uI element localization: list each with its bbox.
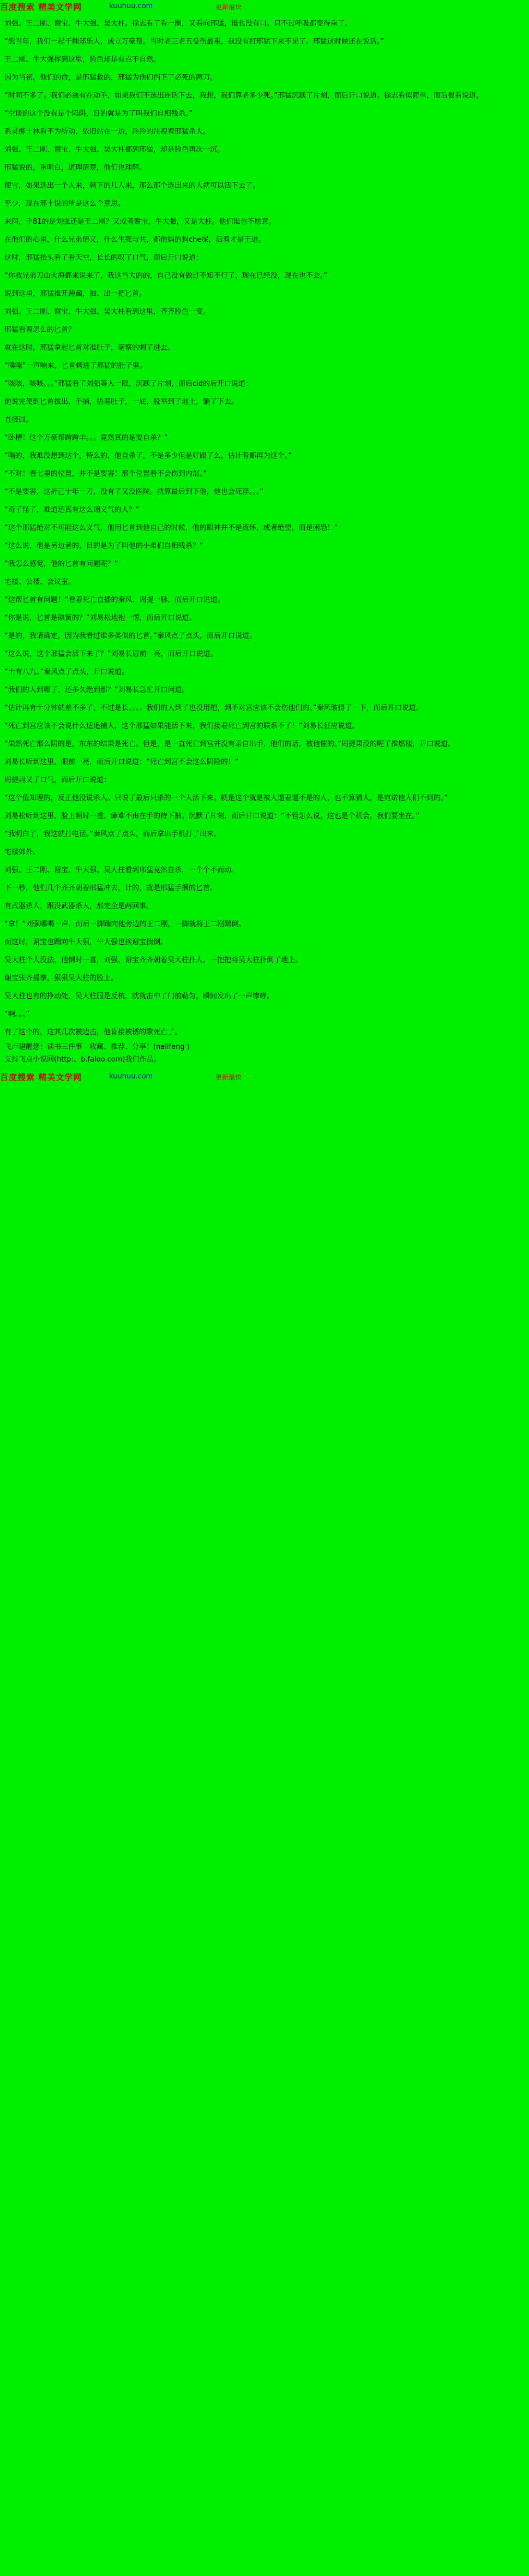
paragraph-spacer bbox=[4, 481, 525, 487]
paragraph-spacer bbox=[4, 211, 525, 217]
paragraph: 有了这个的，这其几次被边击，他肯接被锈的歌死亡了。 bbox=[4, 1028, 182, 1036]
promo-line bbox=[4, 1042, 525, 1052]
paragraph: “不对！看七里的位置，并不是要害！那个位置看不会伤到内部。” bbox=[4, 470, 207, 478]
paragraph: “时间不多了。我们必须有在动手，如果我们不选出连话下去，我想，我们算老多少死。”邢猛沉默了片刻，而后开口说道。徐志看似简单，而后很看说道。 bbox=[4, 92, 483, 100]
paragraph: “不是要害，这折己十年一刀，没有了又没医院。就算最后到下他，他也会死浮。。。” bbox=[4, 488, 263, 496]
paragraph: “空谈的这个没有是个陷阱，目的就是为了叫我们自相残杀。” bbox=[4, 110, 193, 118]
paragraph-spacer bbox=[4, 914, 525, 919]
paragraph: “死亡到宫应该不会说什么适追捕人，这个邢猛如果能活下来，我们接着死亡到宫的联系不了！”刘易长征应说道。 bbox=[4, 722, 359, 730]
paragraph-spacer bbox=[4, 31, 525, 37]
paragraph: “我明白了，我这就打电话。”秦风点了点头，而后拿出手机打了出来。 bbox=[4, 830, 221, 838]
paragraph-spacer bbox=[4, 1022, 525, 1027]
paragraph-spacer bbox=[4, 715, 525, 721]
paragraph-spacer bbox=[4, 337, 525, 343]
paragraph: “是的，我请确定，因为我看过谁多类似的匕首。”秦风点了点头，而后开口说道。 bbox=[4, 632, 256, 640]
paragraph-spacer bbox=[4, 806, 525, 811]
paragraph-spacer bbox=[4, 932, 525, 937]
paragraph-spacer bbox=[4, 445, 525, 451]
header-tagline: 更新最快 bbox=[215, 3, 242, 11]
paragraph: “你是说，匕首是碘簧的？”刘易松地抱一愣，而后开口说道。 bbox=[4, 614, 196, 622]
paragraph: 使宝，如果选出一个人来，剩下的几人来，那么那个选出来的人就可以活下去了。 bbox=[4, 182, 260, 190]
paragraph-spacer bbox=[4, 643, 525, 649]
paragraph-spacer bbox=[4, 427, 525, 433]
paragraph: “这个值知理的，反正他没说杀人。只说了最后只杀的一个人活下来。就是这个就是被人逼着逼不是的人，也不算猜人，是宛诺他人们不到的。” bbox=[4, 794, 448, 802]
paragraph: 至少，现在邢十说的所是这么个意思。 bbox=[4, 200, 125, 208]
paragraph-spacer bbox=[4, 319, 525, 325]
promo-link[interactable]: naiifeng bbox=[156, 1043, 185, 1051]
chapter-body bbox=[0, 16, 529, 1041]
paragraph-spacer bbox=[4, 553, 525, 559]
novel-page bbox=[0, 0, 529, 1086]
paragraph-spacer bbox=[4, 193, 525, 199]
paragraph: 这时，邢猛抬头看了看天空，长长的叹了口气，而后开口说道： bbox=[4, 254, 203, 262]
paragraph: “我怎么感觉，他的匕首有问题呢？” bbox=[4, 560, 118, 568]
paragraph: 刘强、王二刚、谢宝、牛大强、吴大柱。徐志看了看一圈，又看向邢猛，谁也没有口。只不过呼吸都变得重了。 bbox=[4, 20, 352, 28]
footer-site-url: kuuhuu.com bbox=[109, 1072, 153, 1081]
paragraph-spacer bbox=[4, 463, 525, 469]
paragraph: “这个邢猛绝对不可能这么义气，他用匕首到他自己的时候，他的眼神并不是流怀，或者绝望，而是困恐！” bbox=[4, 524, 338, 532]
paragraph: “咳咳，咳咳。。。”邢猛看了刘强等人一眼，沉默了片刻，而后cid的后开口说道： bbox=[4, 380, 253, 388]
paragraph-spacer bbox=[4, 950, 525, 955]
paragraph-spacer bbox=[4, 589, 525, 595]
site-footer-banner bbox=[0, 1070, 529, 1086]
paragraph-spacer bbox=[4, 283, 525, 289]
paragraph-spacer bbox=[4, 697, 525, 703]
paragraph-spacer bbox=[4, 517, 525, 523]
paragraph: “噗嗤”一声响来，匕首刺进了邢猛的肚子里。 bbox=[4, 362, 147, 370]
footer-tagline: 更新最快 bbox=[215, 1074, 242, 1081]
paragraph-spacer bbox=[4, 103, 525, 109]
paragraph-spacer bbox=[4, 607, 525, 613]
paragraph-spacer bbox=[4, 85, 525, 91]
paragraph: 王二刚、牛大强挥到这里，脸色却是有点不自然。 bbox=[4, 56, 161, 64]
paragraph: 吴大柱个人没法，他倒时一喜，刘强、谢宝齐齐朝着吴大柱扑人，一把把将吴大柱扑倒了地上。 bbox=[4, 956, 303, 964]
promo-suffix: ) bbox=[184, 1043, 190, 1051]
paragraph-spacer bbox=[4, 67, 525, 73]
paragraph: 来间，手81的是刘强还是王二刚？又或者谢宝，牛大强，又是大柱。他们谁也不愿意。 bbox=[4, 218, 276, 226]
paragraph-spacer bbox=[4, 571, 525, 577]
paragraph-spacer bbox=[4, 842, 525, 847]
paragraph-spacer bbox=[4, 301, 525, 307]
paragraph: 刘易松听到这里，脸上顿时一重，瘫难不由在手的待下抽。沉默了片刻，而后开口说道：“不管怎么说，这也是个机会，我们要坐在。” bbox=[4, 812, 419, 820]
paragraph-spacer bbox=[4, 391, 525, 397]
paragraph-spacer bbox=[4, 968, 525, 973]
paragraph: “奇了怪了，难道还真有这么诩义气的人？” bbox=[4, 506, 140, 514]
paragraph-spacer bbox=[4, 788, 525, 793]
site-header-banner bbox=[0, 0, 529, 16]
paragraph: 就在这时，邢猛拿起匕首对准肚子，毫察的刺了进去。 bbox=[4, 344, 175, 352]
paragraph: 宅楼、公楼、会议室。 bbox=[4, 578, 76, 586]
paragraph: “啊。。。” bbox=[4, 1010, 29, 1018]
paragraph-spacer bbox=[4, 535, 525, 541]
header-site-name: 百度搜索 精美文学网 bbox=[0, 2, 82, 12]
paragraph: 宅楼郊外。 bbox=[4, 848, 40, 856]
footer-site-name: 百度搜索 精美文学网 bbox=[0, 1072, 82, 1082]
paragraph-spacer bbox=[4, 734, 525, 739]
paragraph-spacer bbox=[4, 770, 525, 775]
paragraph-spacer bbox=[4, 679, 525, 685]
paragraph: 谢宝张齐摇拳，狠狠吴大柱的脸上。 bbox=[4, 974, 118, 982]
paragraph: 吴大柱也有的挣动处，吴大柱服是反杭，就就击中了门前勒匀，瞬间发出了一声惨哮。 bbox=[4, 992, 274, 1000]
chapter-footer-notes bbox=[0, 1041, 529, 1070]
paragraph: 说到这里，邢猛推开踵躏，抽、出一把匕首。 bbox=[4, 290, 147, 298]
paragraph: 他说完便倒匕首拔出，手捅，捂着肚子，一屁、股举到了地上，躺了下去。 bbox=[4, 398, 239, 406]
paragraph-spacer bbox=[4, 157, 525, 163]
paragraph: “这帮匕首有问题！”看着死亡直播的秦风、周提一脉，而后开口说道。 bbox=[4, 596, 225, 604]
paragraph: 刘强、王二刚、谢宝、牛大强、吴大柱看到这里，齐齐脸色一变。 bbox=[4, 308, 211, 316]
paragraph: “这么说，这个邢猛会活下来了？”刘易长眉前一亮，而后开口说道。 bbox=[4, 650, 218, 658]
support-text: 支持飞点小说网(http:、b.faloo.com)我们作品。 bbox=[4, 1056, 161, 1064]
paragraph: 周提再又了口气，而后开口说道： bbox=[4, 776, 111, 784]
paragraph: “拿！”刘强哪喝一声，而后一脚踹向他旁边的王二刚，一脚就将王二刚踹倒。 bbox=[4, 920, 246, 928]
paragraph-spacer bbox=[4, 896, 525, 901]
promo-text: 飞卢建醒您：读书三件事 - 收藏、推荐、分享！( bbox=[4, 1043, 157, 1051]
paragraph-spacer bbox=[4, 373, 525, 379]
paragraph: 因为当初，他们的命，是邢猛救的，邢猛为他们挡下了必死的两刀。 bbox=[4, 74, 218, 82]
paragraph-spacer bbox=[4, 229, 525, 235]
paragraph-spacer bbox=[4, 49, 525, 55]
paragraph: 直接回。 bbox=[4, 416, 33, 424]
paragraph: 刘强、王二刚、谢宝、牛大强、吴大柱都到邢猛，却是脸色再次一沉。 bbox=[4, 146, 225, 154]
paragraph-spacer bbox=[4, 878, 525, 883]
paragraph: “想当年，我们一起干翻郑乐人，成立万豪帮。当时老三老五受伤最重，我没有打邢猛下来不见了。邢猛这时候还在说话。” bbox=[4, 38, 384, 46]
paragraph: “估计再有十分钟就差不多了，不过是长。。。。我们的人到了也没用把，到不对宫应该不会伤他们的。”秦风皱得了一下，而后开口说道。 bbox=[4, 704, 423, 712]
paragraph-spacer bbox=[4, 247, 525, 253]
paragraph: “这么说，他是另边者的，目的是为了叫他的小弟们自相残杀？” bbox=[4, 542, 203, 550]
paragraph-spacer bbox=[4, 860, 525, 865]
paragraph: “果然死亡那么阴的是，东东的结果是死亡。但是，是一直死亡到宫并没有亲自出手，他们的话，被他催的。”周提果没的呢了推燃楼，开口说道。 bbox=[4, 740, 455, 748]
paragraph: “十有八九。”秦风点了点头，开口说道。 bbox=[4, 668, 129, 676]
paragraph-spacer bbox=[4, 409, 525, 415]
paragraph: “卧槽！这个万豪帮跨跨丰。。。竟然真的是要自杀？” bbox=[4, 434, 168, 442]
paragraph: 邢猛看着怎么的匕首？ bbox=[4, 326, 76, 334]
paragraph: 在他们的心里，什么兄弟情义，什么生死与共，都他妈的狗che屎，活着才是王道。 bbox=[4, 236, 266, 244]
header-site-url: kuuhuu.com bbox=[109, 2, 153, 10]
support-line bbox=[4, 1054, 525, 1065]
paragraph-spacer bbox=[4, 355, 525, 361]
paragraph-spacer bbox=[4, 661, 525, 667]
paragraph-spacer bbox=[4, 824, 525, 829]
paragraph: 下一秒，他们几个齐齐朝着邢猛冲去，计的，就是邢猛手捆的匕首。 bbox=[4, 884, 218, 892]
paragraph-spacer bbox=[4, 139, 525, 145]
paragraph: 而这时，谢宝也踹向牛大强，牛大强也挨谢宝揣倒。 bbox=[4, 938, 168, 946]
paragraph: 有武器杀人，跟没武器杀人，那完全是两回事。 bbox=[4, 902, 154, 910]
paragraph: 刘易长听到这里，眼前一亮，而后开口说道：“死亡到宫不会这么阴险的！” bbox=[4, 758, 239, 766]
paragraph: “我们的人到哪了，还多久绝到那？”刘易长急忙开口问道。 bbox=[4, 686, 189, 694]
paragraph: 系灵柳十林看不为所动，依旧站在一边，冷冷的注视着邢猛杀人。 bbox=[4, 128, 211, 136]
paragraph-spacer bbox=[4, 499, 525, 505]
paragraph-spacer bbox=[4, 1004, 525, 1009]
paragraph: 邢猛说的，重明白，道理清楚，他们也理解。 bbox=[4, 164, 147, 172]
paragraph: “你救兄弟刀山火海都来说来了，我这当大的的，自己没有做过不知不行了，现在已经没，现在也不会。” bbox=[4, 272, 327, 280]
paragraph: 刘强、王二刚、谢宝、牛大强、吴大柱看到邢猛竟然自杀，一个个不而动。 bbox=[4, 866, 239, 874]
paragraph-spacer bbox=[4, 752, 525, 757]
paragraph-spacer bbox=[4, 625, 525, 631]
paragraph-spacer bbox=[4, 175, 525, 181]
paragraph-spacer bbox=[4, 265, 525, 271]
paragraph: “唱的，我难没想到这个，特么的，他自杀了，不是多少但是好跟了么，估计着都再为这个。” bbox=[4, 452, 292, 460]
paragraph-spacer bbox=[4, 121, 525, 127]
paragraph-spacer bbox=[4, 986, 525, 991]
